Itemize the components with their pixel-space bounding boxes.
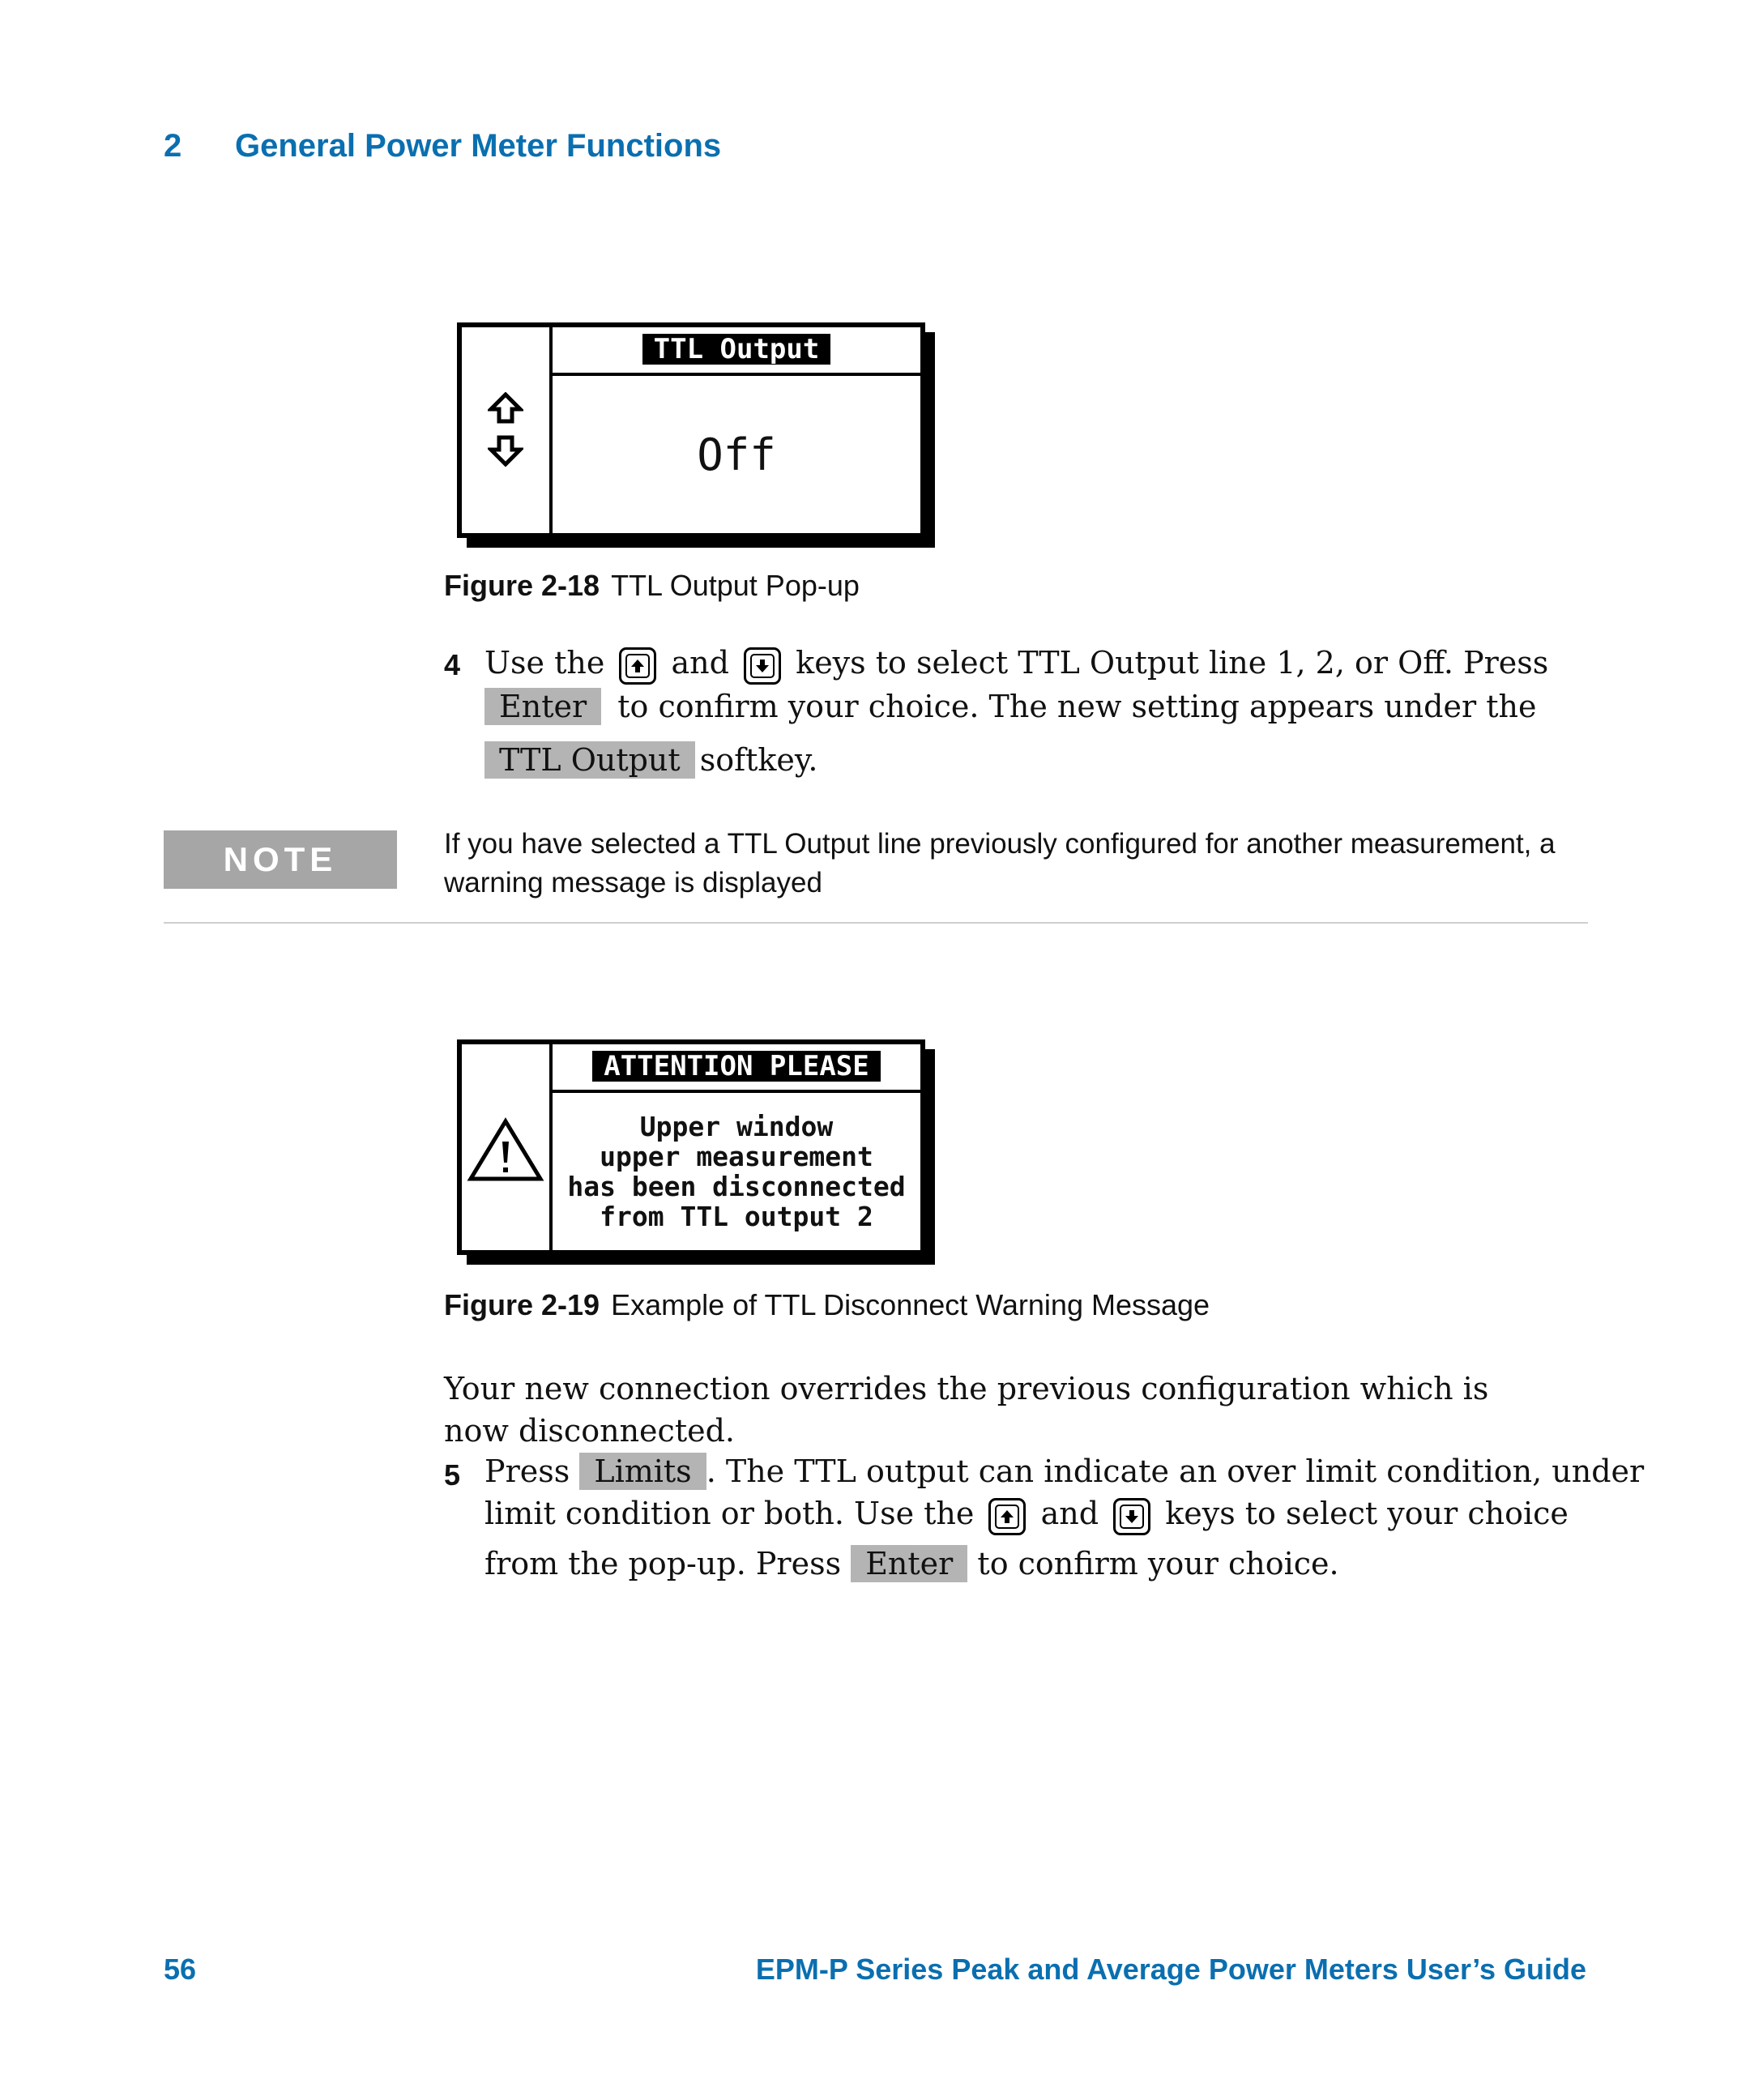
- note-badge: NOTE: [164, 830, 397, 889]
- step-4-line-1: [484, 642, 1548, 685]
- figure-19-caption: [444, 1288, 1210, 1322]
- popup-side-panel: [462, 327, 553, 533]
- ttl-output-softkey: TTL Output: [484, 741, 695, 779]
- footer-title: EPM-P Series Peak and Average Power Meters User’s Guide: [755, 1953, 1586, 1986]
- chapter-title: General Power Meter Functions: [235, 128, 722, 164]
- popup-title: ATTENTION PLEASE: [592, 1051, 881, 1082]
- page-number: 56: [164, 1953, 197, 1986]
- popup-body: [553, 1093, 920, 1250]
- popup-value: Off: [697, 429, 776, 480]
- enter-softkey: Enter: [484, 688, 601, 725]
- down-arrow-key-icon: [1113, 1498, 1150, 1535]
- warning-message: [567, 1112, 905, 1231]
- attention-popup: [457, 1039, 925, 1255]
- step-text: Use the: [484, 645, 605, 681]
- popup-title: TTL Output: [642, 334, 831, 365]
- note-text: If you have selected a TTL Output line previously configured for another measurement, a warning message is displayed: [444, 828, 1556, 898]
- figure-18-caption: [444, 569, 860, 603]
- step-4-line-2: [484, 685, 1536, 728]
- up-arrow-key-icon: [619, 647, 656, 685]
- step-5-line-3: [484, 1543, 1339, 1585]
- popup-title-bar: [553, 1044, 920, 1093]
- chapter-header: [164, 128, 721, 164]
- enter-softkey: Enter: [851, 1545, 967, 1582]
- step-text: and: [671, 645, 729, 681]
- step-number: 5: [444, 1458, 461, 1492]
- step-text: softkey.: [699, 742, 818, 778]
- step-number: 4: [444, 648, 461, 681]
- step-text: from the pop-up. Press: [484, 1546, 842, 1581]
- up-arrow-key-icon: [988, 1498, 1026, 1535]
- step-text: . The TTL output can indicate an over limit condition, under: [706, 1453, 1645, 1489]
- note-divider: [164, 922, 1588, 924]
- warning-icon: [467, 1117, 544, 1182]
- message-line: Upper window: [639, 1111, 834, 1142]
- popup-title-bar: [553, 327, 920, 376]
- message-line: has been disconnected: [567, 1171, 906, 1202]
- step-text: to confirm your choice.: [977, 1546, 1339, 1581]
- chapter-number: 2: [164, 128, 182, 164]
- figure-label: Figure 2-18: [444, 569, 600, 602]
- popup-side-panel: [462, 1044, 553, 1250]
- figure-caption-text: Example of TTL Disconnect Warning Message: [611, 1288, 1210, 1321]
- ttl-output-popup: [457, 322, 925, 538]
- step-4-line-3: [484, 739, 817, 781]
- step-text: Press: [484, 1453, 570, 1489]
- arrow-up-icon: [488, 392, 523, 425]
- arrow-down-icon: [488, 434, 523, 467]
- message-line: from TTL output 2: [600, 1201, 873, 1232]
- step-text: limit condition or both. Use the: [484, 1496, 975, 1531]
- step-5-line-1: [484, 1450, 1644, 1492]
- figure-caption-text: TTL Output Pop-up: [611, 569, 860, 602]
- limits-softkey: Limits: [579, 1453, 706, 1490]
- step-5-line-2: [484, 1492, 1569, 1535]
- body-paragraph: Your new connection overrides the previous configuration which is now disconnected.: [444, 1371, 1489, 1449]
- step-text: to confirm your choice. The new setting appears under the: [617, 689, 1537, 724]
- down-arrow-key-icon: [744, 647, 781, 685]
- figure-label: Figure 2-19: [444, 1288, 600, 1321]
- step-text: keys to select your choice: [1165, 1496, 1569, 1531]
- step-text: keys to select TTL Output line 1, 2, or Off. Press: [796, 645, 1549, 681]
- step-text: and: [1040, 1496, 1099, 1531]
- popup-body: [553, 376, 920, 533]
- message-line: upper measurement: [600, 1141, 873, 1172]
